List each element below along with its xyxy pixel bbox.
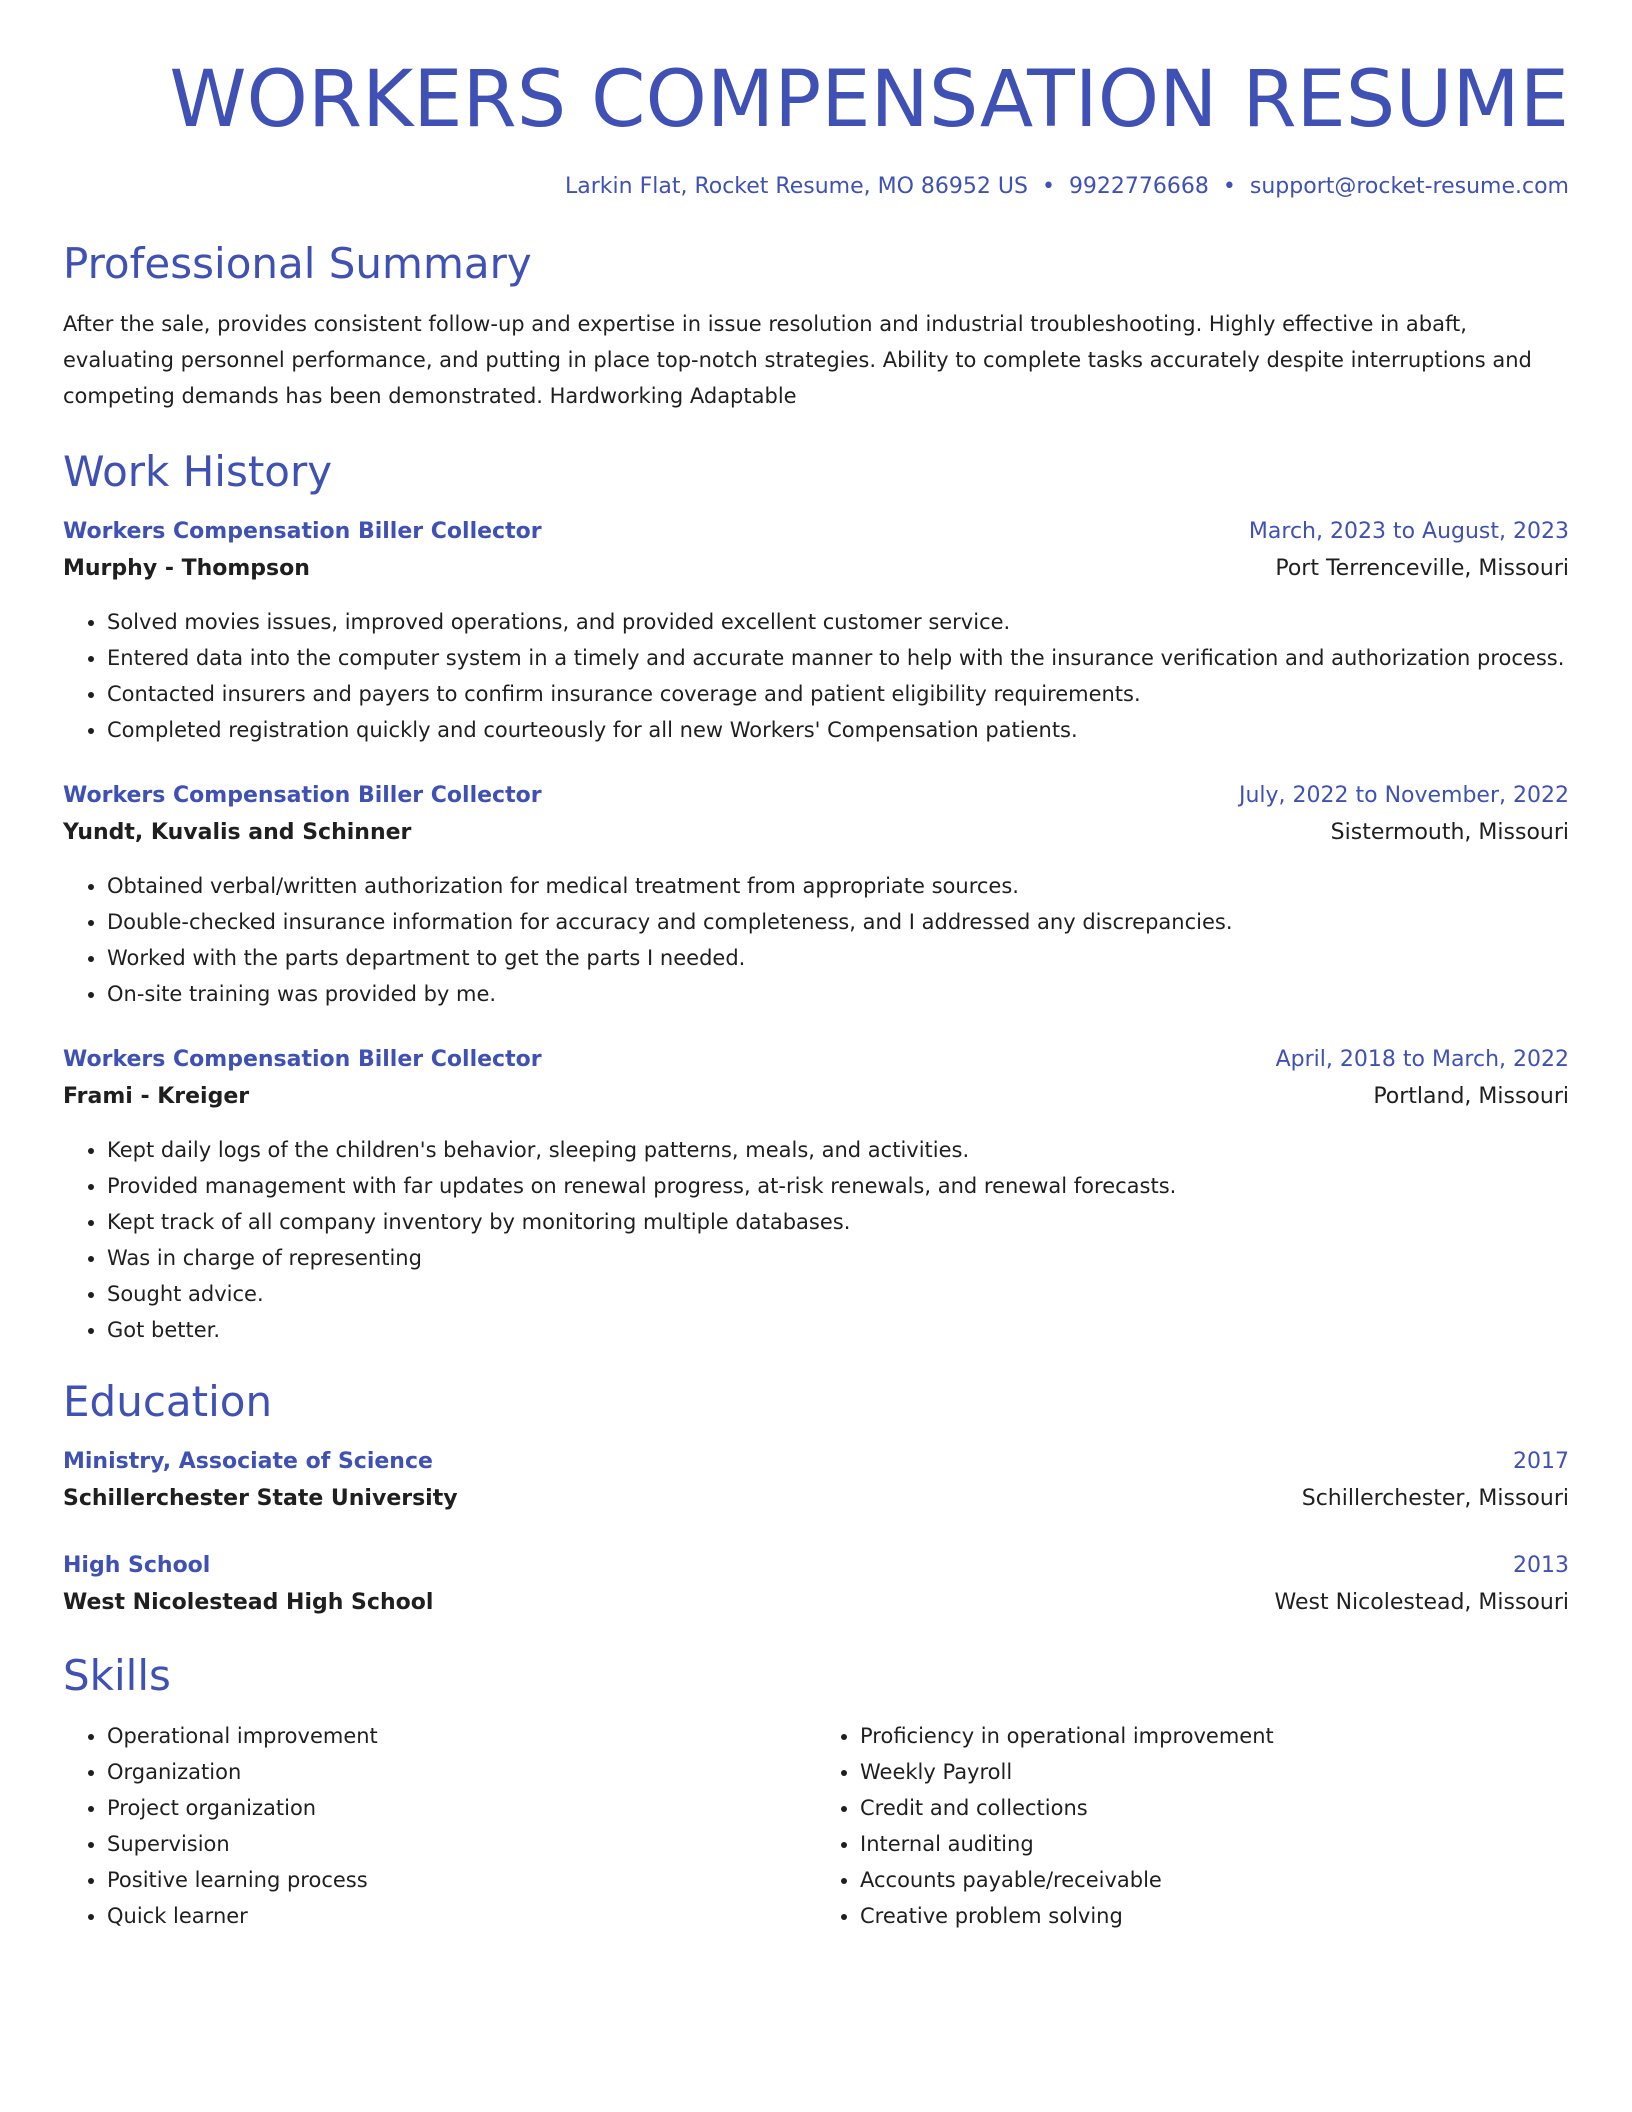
- school-name: Schillerchester State University: [63, 1486, 458, 1511]
- summary-text: After the sale, provides consistent follow-up and expertise in issue resolution and industrial troubleshooting. Highly effective in abaft, evaluating personnel performance, and putting in place top-notch strategies. Ability to complete tasks accurately despite interruptions and competing demands has been demonstrated. Hardworking Adaptable: [63, 312, 1532, 408]
- list-item: • Contacted insurers and payers to confirm insurance coverage and patient eligibility requirements.: [107, 676, 1569, 712]
- job-title: Workers Compensation Biller Collector: [63, 1047, 542, 1072]
- section-title-education: Education: [63, 1377, 273, 1426]
- list-item: • Proficiency in operational improvement: [860, 1718, 1569, 1754]
- job-dates: April, 2018 to March, 2022: [1275, 1047, 1569, 1072]
- school-location: West Nicolestead, Missouri: [1274, 1590, 1569, 1615]
- list-item: • Weekly Payroll: [860, 1754, 1569, 1790]
- section-title-skills: Skills: [63, 1651, 171, 1700]
- list-item: • Organization: [107, 1754, 816, 1790]
- job-bullets: [63, 1132, 1569, 1348]
- section-title-summary: Professional Summary: [63, 239, 532, 288]
- list-item: • Provided management with far updates on renewal progress, at-risk renewals, and renewal forecasts.: [107, 1168, 1569, 1204]
- list-item: • Entered data into the computer system in a timely and accurate manner to help with the insurance verification and authorization process.: [107, 640, 1569, 676]
- document-title: WORKERS COMPENSATION RESUME: [169, 55, 1569, 145]
- job-dates: March, 2023 to August, 2023: [1248, 519, 1569, 544]
- education-entry: [63, 1444, 1569, 1518]
- school-row: [63, 1480, 1569, 1518]
- job-bullets: [63, 868, 1569, 1012]
- list-item: • Completed registration quickly and courteously for all new Workers' Compensation patients.: [107, 712, 1569, 748]
- list-item: • Supervision: [107, 1826, 816, 1862]
- job-entry: [63, 514, 1569, 748]
- school-name: West Nicolestead High School: [63, 1590, 434, 1615]
- list-item: • Quick learner: [107, 1898, 816, 1934]
- degree-row: [63, 1548, 1569, 1584]
- list-item: • Credit and collections: [860, 1790, 1569, 1826]
- company-name: Yundt, Kuvalis and Schinner: [63, 820, 412, 845]
- separator-dot: •: [1222, 174, 1236, 199]
- job-title-row: [63, 514, 1569, 550]
- job-location: Port Terrenceville, Missouri: [1275, 556, 1569, 581]
- degree-row: [63, 1444, 1569, 1480]
- list-item: • Sought advice.: [107, 1276, 1569, 1312]
- job-company-row: [63, 550, 1569, 588]
- job-entry: [63, 778, 1569, 1012]
- list-item: • Internal auditing: [860, 1826, 1569, 1862]
- address: Larkin Flat, Rocket Resume, MO 86952 US: [565, 174, 1028, 199]
- list-item: • Obtained verbal/written authorization for medical treatment from appropriate sources.: [107, 868, 1569, 904]
- job-title-row: [63, 778, 1569, 814]
- skills-section: [63, 1648, 1569, 1934]
- company-name: Murphy - Thompson: [63, 556, 310, 581]
- education-entry: [63, 1548, 1569, 1622]
- contact-line: [63, 172, 1569, 202]
- skills-column-right: [816, 1718, 1569, 1934]
- education-section: [63, 1374, 1569, 1622]
- list-item: • Positive learning process: [107, 1862, 816, 1898]
- job-title: Workers Compensation Biller Collector: [63, 783, 542, 808]
- school-location: Schillerchester, Missouri: [1301, 1486, 1569, 1511]
- job-entry: [63, 1042, 1569, 1348]
- list-item: • Creative problem solving: [860, 1898, 1569, 1934]
- job-title-row: [63, 1042, 1569, 1078]
- job-dates: July, 2022 to November, 2022: [1238, 783, 1569, 808]
- job-bullets: [63, 604, 1569, 748]
- skills-list: [816, 1718, 1569, 1934]
- graduation-year: 2013: [1513, 1553, 1569, 1578]
- resume-header: [63, 0, 1569, 202]
- list-item: • Kept daily logs of the children's behavior, sleeping patterns, meals, and activities.: [107, 1132, 1569, 1168]
- degree-name: Ministry, Associate of Science: [63, 1449, 433, 1474]
- job-location: Portland, Missouri: [1373, 1084, 1569, 1109]
- job-title: Workers Compensation Biller Collector: [63, 519, 542, 544]
- list-item: • Got better.: [107, 1312, 1569, 1348]
- skills-column-left: [63, 1718, 816, 1934]
- work-history-section: [63, 444, 1569, 1348]
- skills-grid: [63, 1718, 1569, 1934]
- professional-summary-section: [63, 236, 1569, 414]
- list-item: • Kept track of all company inventory by monitoring multiple databases.: [107, 1204, 1569, 1240]
- skills-list: [63, 1718, 816, 1934]
- list-item: • Worked with the parts department to get the parts I needed.: [107, 940, 1569, 976]
- list-item: • Operational improvement: [107, 1718, 816, 1754]
- section-title-work-history: Work History: [63, 447, 333, 496]
- company-name: Frami - Kreiger: [63, 1084, 250, 1109]
- list-item: • On-site training was provided by me.: [107, 976, 1569, 1012]
- list-item: • Solved movies issues, improved operations, and provided excellent customer service.: [107, 604, 1569, 640]
- phone-number: 9922776668: [1068, 174, 1209, 199]
- degree-name: High School: [63, 1553, 211, 1578]
- list-item: • Project organization: [107, 1790, 816, 1826]
- job-company-row: [63, 814, 1569, 852]
- school-row: [63, 1584, 1569, 1622]
- list-item: • Accounts payable/receivable: [860, 1862, 1569, 1898]
- graduation-year: 2017: [1513, 1449, 1569, 1474]
- email-address: support@rocket-resume.com: [1249, 174, 1569, 199]
- separator-dot: •: [1041, 174, 1055, 199]
- list-item: • Double-checked insurance information for accuracy and completeness, and I addressed any discrepancies.: [107, 904, 1569, 940]
- job-location: Sistermouth, Missouri: [1330, 820, 1569, 845]
- list-item: • Was in charge of representing: [107, 1240, 1569, 1276]
- job-company-row: [63, 1078, 1569, 1116]
